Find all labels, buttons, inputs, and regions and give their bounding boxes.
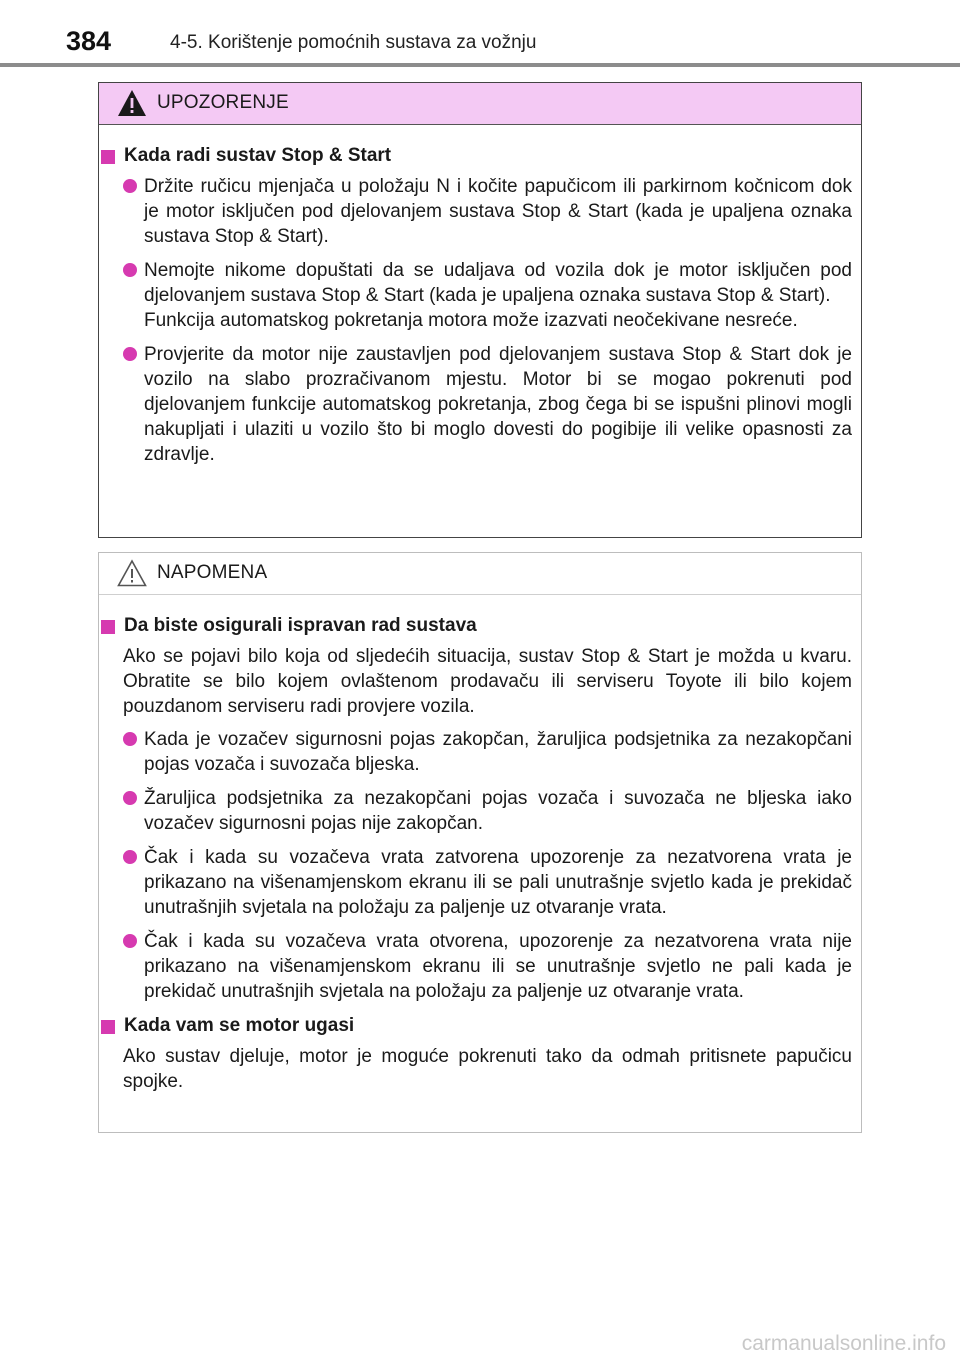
list-item-text: Žaruljica podsjetnika za nezakopčani pojas vozača i suvozača ne bljeska iako vozačev sigurnosni pojas nije zakopčan. <box>144 788 852 834</box>
round-bullet-icon <box>123 850 137 864</box>
page-number: 384 <box>66 26 112 56</box>
chapter-title: 4-5. Korištenje pomoćnih sustava za vožnju <box>170 32 537 53</box>
page-header <box>0 0 960 68</box>
list-item <box>99 929 861 1004</box>
section-heading <box>99 613 861 639</box>
list-item-text: Čak i kada su vozačeva vrata otvorena, upozorenje za nezatvorena vrata nije prikazano na višenamjenskom ekranu ili se unutrašnje svjetlo ne pali kada je prekidač unutrašnjih svjetala na položaju za paljenje uz otvaranje vrata. <box>144 931 852 1002</box>
list-item-text: Nemojte nikome dopuštati da se udaljava od vozila dok je motor isključen pod djelovanjem sustava Stop & Start (kada je upaljena oznaka sustava Stop & Start). <box>144 260 852 306</box>
section-title: Da biste osigurali ispravan rad sustava <box>124 615 477 636</box>
list-item-text: Čak i kada su vozačeva vrata zatvorena upozorenje za nezatvorena vrata je prikazano na višenamjenskom ekranu ili se pali unutrašnje svjetlo kada je prekidač unutrašnjih svjetala na položaju za paljenje uz otvaranje vrata. <box>144 847 852 918</box>
notice-body <box>99 613 861 1102</box>
round-bullet-icon <box>123 263 137 277</box>
notice-title: NAPOMENA <box>157 562 268 583</box>
section-title: Kada vam se motor ugasi <box>124 1015 355 1036</box>
list-item <box>99 174 861 249</box>
warning-box-header <box>99 83 861 125</box>
list-item <box>99 258 861 333</box>
warning-title: UPOZORENJE <box>157 92 289 113</box>
warning-box <box>98 82 862 538</box>
square-bullet-icon <box>101 620 115 634</box>
paragraph: Ako se pojavi bilo koja od sljedećih situacija, sustav Stop & Start je možda u kvaru. Obratite se bilo kojem ovlaštenom prodavaču ili serviseru Toyote ili bilo kojem pouzdanom serviseru radi provjere vozila. <box>123 646 852 717</box>
section-title: Kada radi sustav Stop & Start <box>124 145 392 166</box>
round-bullet-icon <box>123 179 137 193</box>
round-bullet-icon <box>123 347 137 361</box>
section-heading <box>99 1013 861 1039</box>
list-item-text: Držite ručicu mjenjača u položaju N i kočite papučicom ili parkirnom kočnicom dok je motor isključen pod djelovanjem sustava Stop & Start (kada je upaljena oznaka sustava Stop & Start). <box>144 176 852 247</box>
list-item-text: Kada je vozačev sigurnosni pojas zakopčan, žaruljica podsjetnika za nezakopčani pojas vozača i suvozača bljeska. <box>144 729 852 775</box>
warning-body <box>99 143 861 476</box>
list-item-extra-text: Funkcija automatskog pokretanja motora može izazvati neočekivane nesreće. <box>144 310 798 331</box>
square-bullet-icon <box>101 150 115 164</box>
notice-box <box>98 552 862 1133</box>
header-rule <box>0 63 960 67</box>
list-item <box>99 845 861 920</box>
round-bullet-icon <box>123 732 137 746</box>
watermark: carmanualsonline.info <box>741 1332 946 1355</box>
round-bullet-icon <box>123 934 137 948</box>
paragraph: Ako sustav djeluje, motor je moguće pokrenuti tako da odmah pritisnete papučicu spojke. <box>123 1046 852 1092</box>
list-item <box>99 342 861 467</box>
list-item-text: Provjerite da motor nije zaustavljen pod djelovanjem sustava Stop & Start dok je vozilo na slabo prozračivanom mjestu. Motor bi se mogao pokrenuti pod djelovanjem funkcije automatskog pokretanja, zbog čega bi se ispušni plinovi mogli nakupljati i ulaziti u vozilo što bi moglo dovesti do pogibije ili velike opasnosti za zdravlje. <box>144 344 852 465</box>
notice-box-header <box>99 553 861 595</box>
warning-triangle-icon <box>117 89 147 117</box>
square-bullet-icon <box>101 1020 115 1034</box>
round-bullet-icon <box>123 791 137 805</box>
list-item <box>99 727 861 777</box>
list-item <box>99 786 861 836</box>
caution-triangle-outline-icon <box>117 559 147 587</box>
section-heading <box>99 143 861 169</box>
